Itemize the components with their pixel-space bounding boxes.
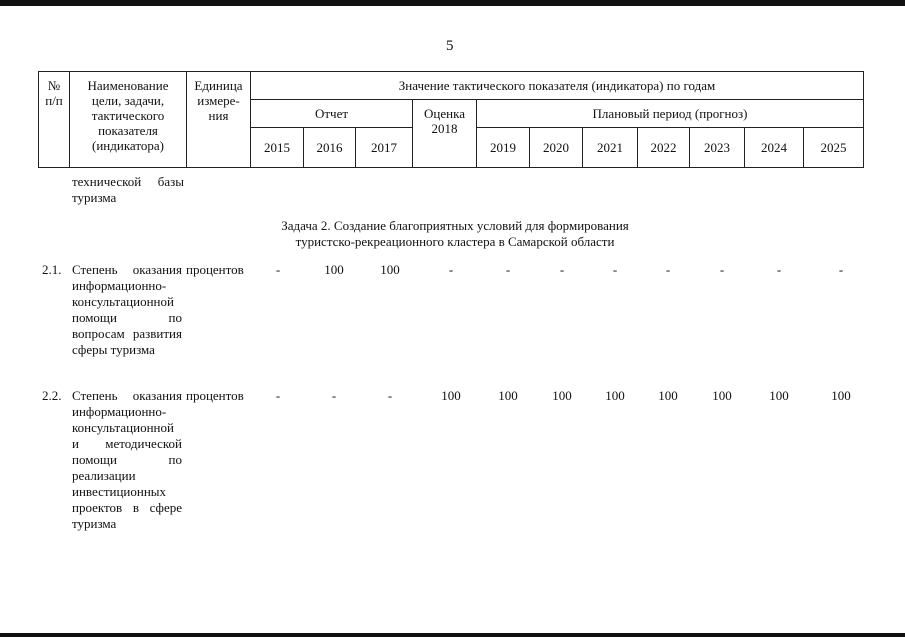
header-year: 2020 [530, 128, 583, 168]
row-number: 2.2. [42, 388, 62, 403]
row-name-line: инвестиционных [72, 484, 167, 499]
top-border [0, 0, 905, 6]
row-value: - [612, 262, 618, 277]
row-value: - [559, 262, 565, 277]
continued-text [72, 174, 184, 206]
row-name-line: консультационной [72, 294, 174, 309]
row-name-line: помощи по [72, 452, 182, 467]
row-name [72, 262, 182, 358]
row-value: - [275, 262, 281, 277]
header-year: 2016 [304, 128, 356, 168]
row-value: 100 [324, 262, 344, 277]
header-year: 2024 [745, 128, 804, 168]
page-number: 5 [446, 38, 454, 54]
row-value: - [838, 262, 844, 277]
row-value: 100 [831, 388, 851, 403]
header-name: Наименование цели, задачи, тактического показателя (индикатора) [70, 72, 187, 168]
row-value: - [719, 262, 725, 277]
row-unit: процентов [186, 388, 244, 403]
row-value: - [448, 262, 454, 277]
header-table [38, 71, 864, 168]
row-value: 100 [498, 388, 518, 403]
continued-line: технической базы [72, 174, 184, 189]
row-name-line: проектов в сфере [72, 500, 182, 515]
row-value: 100 [605, 388, 625, 403]
task-heading: Задача 2. Создание благоприятных условий для формирования туристско-рекреационного кластера в Самарской области [281, 218, 629, 249]
row-name-line: и методической [72, 436, 182, 451]
header-year: 2019 [477, 128, 530, 168]
row-value: 100 [380, 262, 400, 277]
row-value: 100 [769, 388, 789, 403]
header-year: 2021 [583, 128, 638, 168]
row-name [72, 388, 182, 532]
header-year: 2022 [638, 128, 690, 168]
row-unit: процентов [186, 262, 244, 277]
row-value: 100 [552, 388, 572, 403]
row-name-line: информационно- [72, 278, 167, 293]
row-name-line: реализации [72, 468, 136, 483]
row-name-line: вопросам развития [72, 326, 182, 341]
row-value: 100 [441, 388, 461, 403]
row-value: 100 [712, 388, 732, 403]
row-name-line: консультационной [72, 420, 174, 435]
row-value: - [387, 388, 393, 403]
row-name-line: туризма [72, 516, 117, 531]
row-value: - [776, 262, 782, 277]
row-name-line: Степень оказания [72, 388, 182, 403]
row-value: - [505, 262, 511, 277]
row-name-line: информационно- [72, 404, 167, 419]
continued-line: туризма [72, 190, 117, 205]
row-value: - [665, 262, 671, 277]
header-year: 2017 [356, 128, 413, 168]
header-year: 2023 [690, 128, 745, 168]
header-unit: Единица измере- ния [187, 72, 251, 168]
bottom-border [0, 633, 905, 637]
header-report: Отчет [251, 100, 413, 128]
row-name-line: Степень оказания [72, 262, 182, 277]
header-values-title: Значение тактического показателя (индикатора) по годам [251, 72, 864, 100]
header-year: 2015 [251, 128, 304, 168]
header-plan: Плановый период (прогноз) [477, 100, 864, 128]
row-value: - [331, 388, 337, 403]
row-name-line: помощи по [72, 310, 182, 325]
header-num: № п/п [39, 72, 70, 168]
header-year: 2025 [804, 128, 864, 168]
row-number: 2.1. [42, 262, 62, 277]
header-estimate: Оценка 2018 [413, 100, 477, 168]
row-value: 100 [658, 388, 678, 403]
row-name-line: сферы туризма [72, 342, 155, 357]
row-value: - [275, 388, 281, 403]
